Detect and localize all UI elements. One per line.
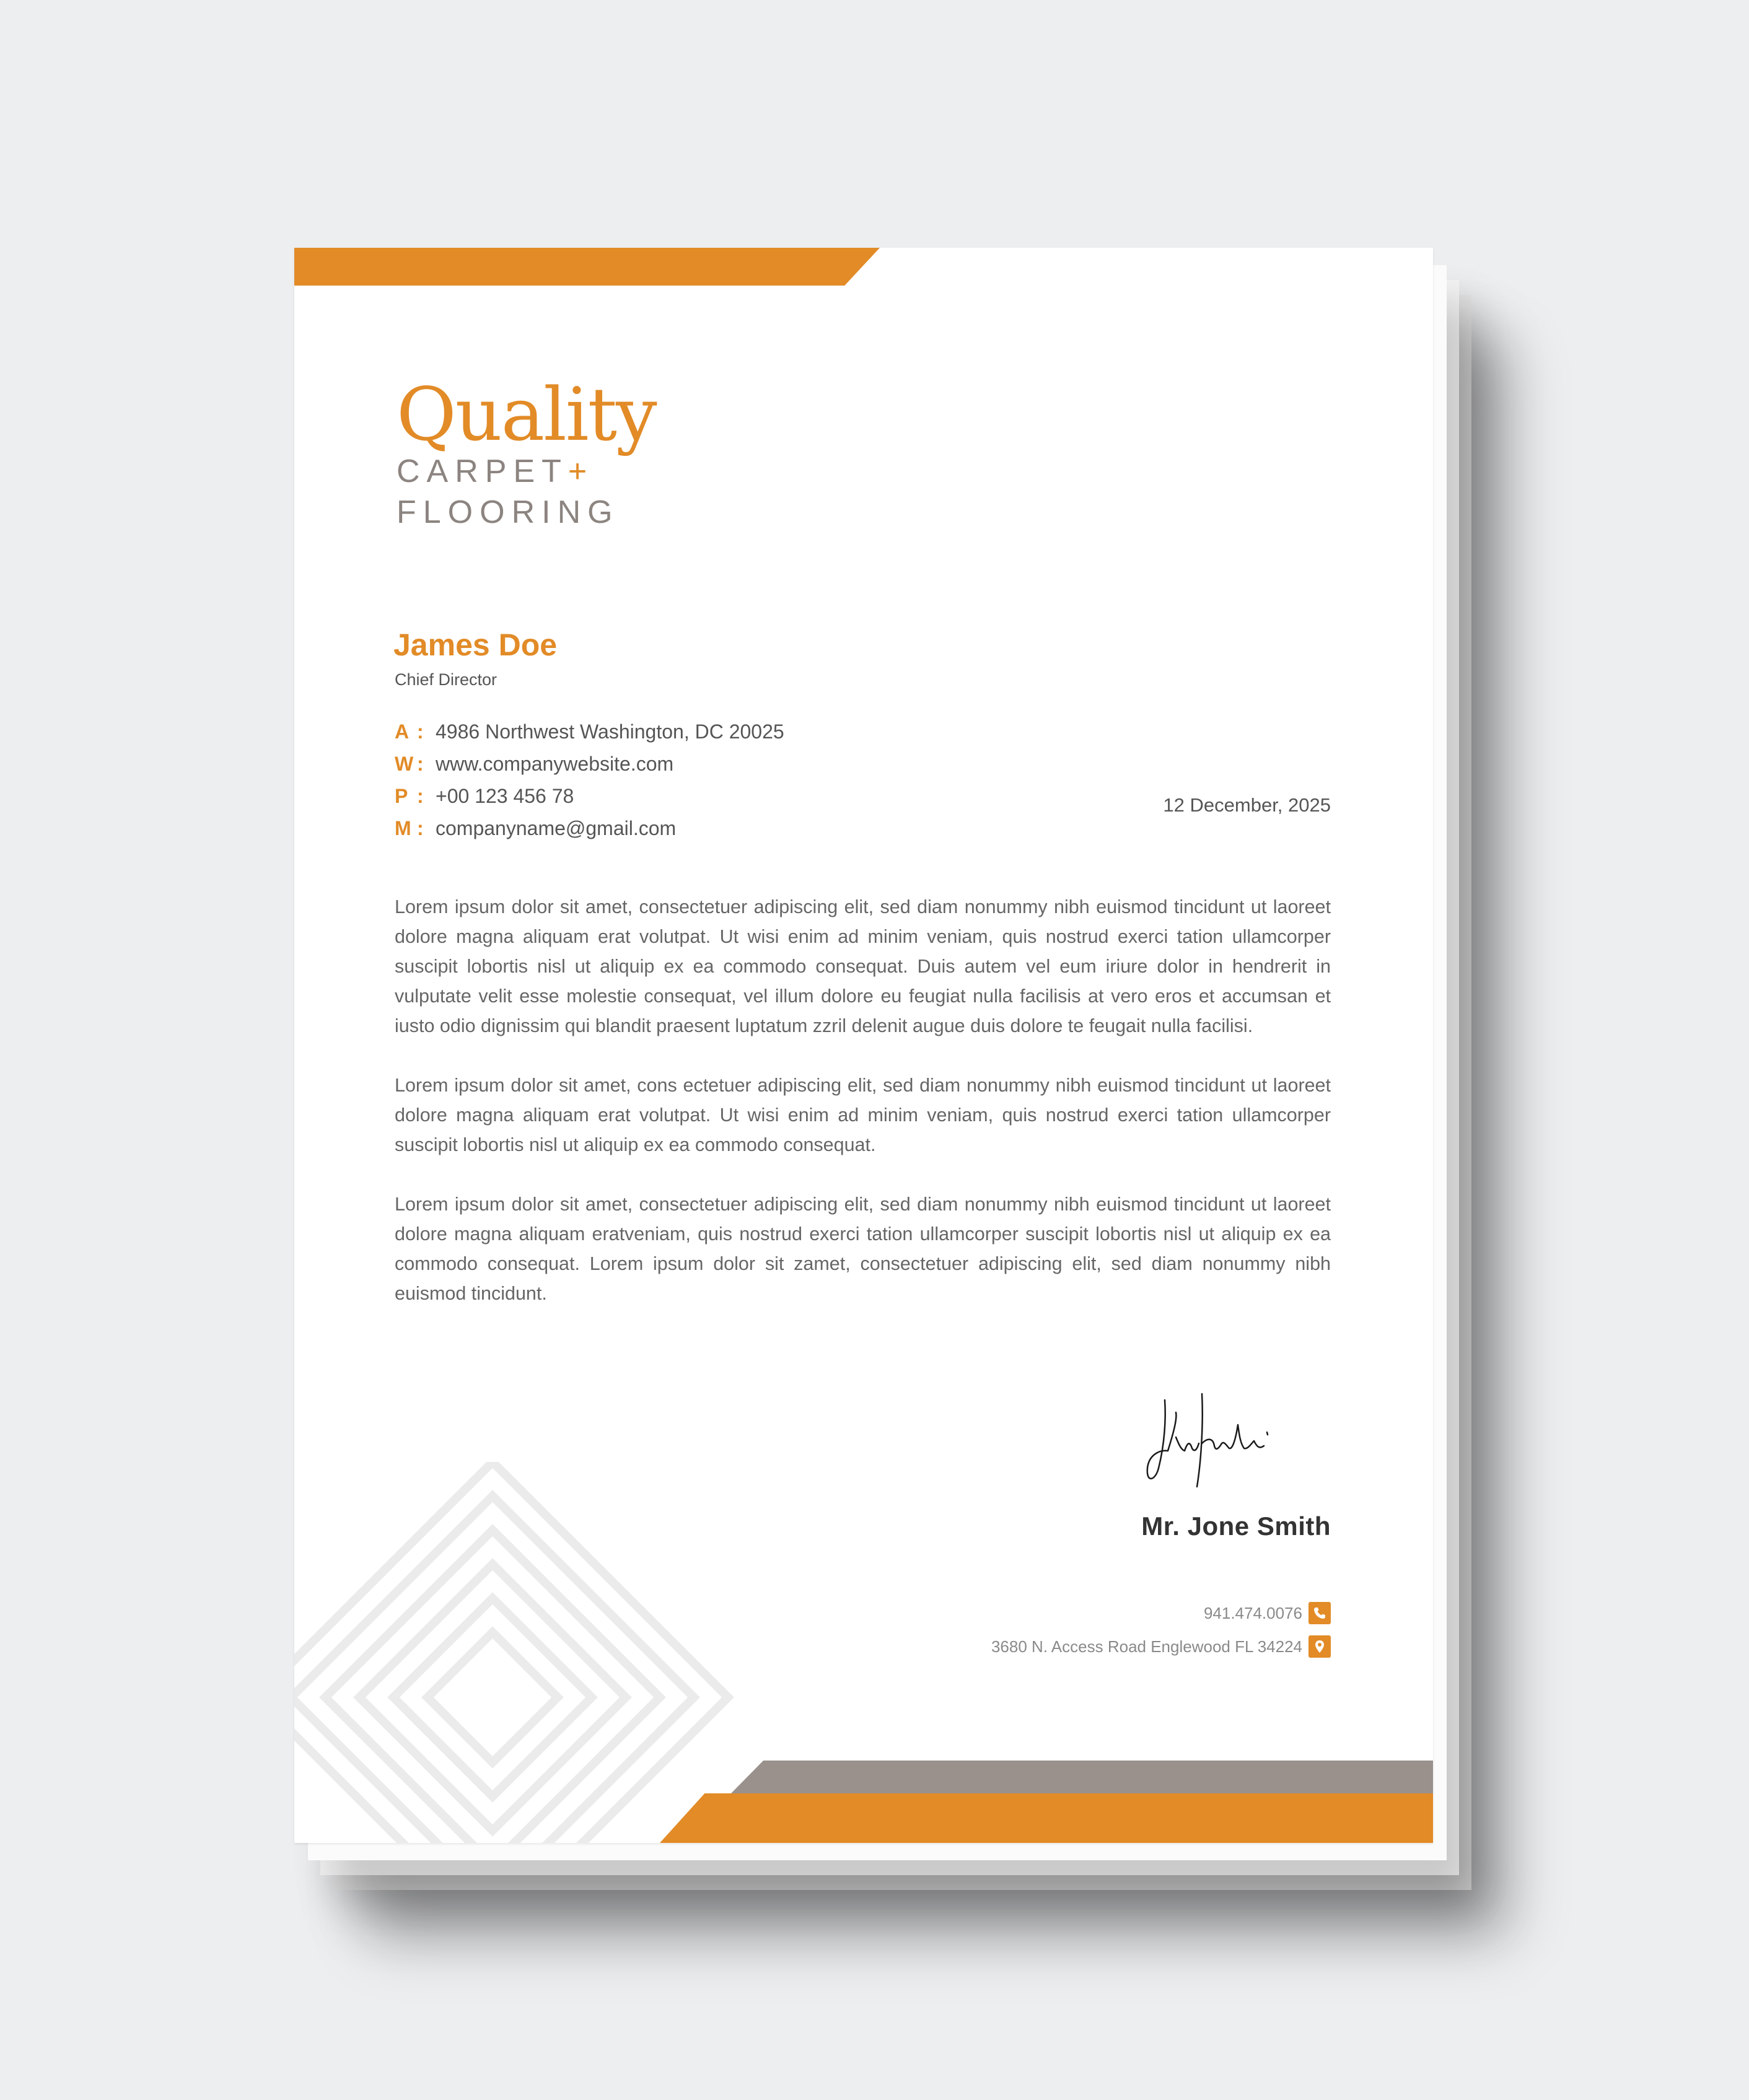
contact-value: companyname@gmail.com xyxy=(436,816,677,839)
contact-value: www.companywebsite.com xyxy=(436,752,674,775)
logo-carpet-text: CARPET xyxy=(397,453,568,489)
contact-key: M xyxy=(395,816,411,839)
footer-address xyxy=(991,1635,1331,1658)
sender-contacts xyxy=(395,715,784,844)
contact-separator: : xyxy=(417,752,424,775)
decorative-diamond-pattern xyxy=(294,1462,802,1843)
logo-line-flooring: FLOORING xyxy=(397,494,620,530)
handwritten-signature xyxy=(1140,1381,1326,1505)
letter-body xyxy=(395,892,1331,1338)
letterhead-stack xyxy=(294,248,1433,1843)
contact-row-website xyxy=(395,748,784,780)
contact-key: W xyxy=(395,752,414,775)
letter-date: 12 December, 2025 xyxy=(1163,794,1331,816)
phone-icon xyxy=(1308,1602,1331,1624)
bottom-grey-bar xyxy=(731,1761,1433,1793)
logo-plus: + xyxy=(568,453,594,489)
company-logo xyxy=(397,372,669,533)
body-paragraph: Lorem ipsum dolor sit amet, cons ectetuer adipiscing elit, sed diam nonummy nibh euismod tincidunt ut laoreet dolore magna aliquam erat volutpat. Ut wisi enim ad minim veniam, quis nostrud exerci tation ullamcorper suscipit lobortis nisl ut aliquip ex ea commodo consequat. xyxy=(395,1075,1331,1155)
contact-key: P xyxy=(395,784,408,807)
sender-role: Chief Director xyxy=(395,670,498,689)
contact-separator: : xyxy=(417,720,424,743)
contact-value: +00 123 456 78 xyxy=(436,784,574,807)
bottom-accent-bar xyxy=(660,1793,1433,1843)
footer-phone-text: 941.474.0076 xyxy=(1203,1603,1302,1622)
contact-separator: : xyxy=(417,816,424,839)
contact-row-address xyxy=(395,715,784,748)
body-paragraph: Lorem ipsum dolor sit amet, consectetuer adipiscing elit, sed diam nonummy nibh euismod tincidunt ut laoreet dolore magna aliquam erat volutpat. Ut wisi enim ad minim veniam, quis nostrud exerci tation ullamcorper suscipit lobortis nisl ut aliquip ex ea commodo consequat. Duis autem vel eum iriure dolor in hendrerit in vulputate velit esse molestie consequat, vel illum dolore eu feugiat nulla facilisis at vero eros et accumsan et iusto odio dignissim qui blandit praesent luptatum zzril delenit augue duis dolore te feugait nulla facilisi. xyxy=(395,896,1331,1036)
map-pin-icon xyxy=(1308,1635,1331,1658)
sender-name: James Doe xyxy=(393,628,558,662)
footer-address-text: 3680 N. Access Road Englewood FL 34224 xyxy=(991,1637,1302,1656)
top-accent-bar xyxy=(294,248,880,286)
contact-value: 4986 Northwest Washington, DC 20025 xyxy=(436,720,784,743)
letterhead-page xyxy=(294,248,1433,1843)
signer-name: Mr. Jone Smith xyxy=(1141,1512,1331,1541)
contact-key: A xyxy=(395,720,410,743)
contact-row-email xyxy=(395,812,784,844)
contact-separator: : xyxy=(417,784,424,807)
logo-wordmark: Quality xyxy=(397,372,656,457)
body-paragraph: Lorem ipsum dolor sit amet, consectetuer adipiscing elit, sed diam nonummy nibh euismod tincidunt ut laoreet dolore magna aliquam eratveniam, quis nostrud exerci tation ullamcorper suscipit lobortis nisl ut aliquip ex ea commodo consequat. Lorem ipsum dolor sit zamet, consectetuer adipiscing elit, sed diam nonummy nibh euismod tincidunt. xyxy=(395,1194,1331,1304)
footer-phone xyxy=(1204,1602,1331,1624)
contact-row-phone xyxy=(395,780,784,812)
